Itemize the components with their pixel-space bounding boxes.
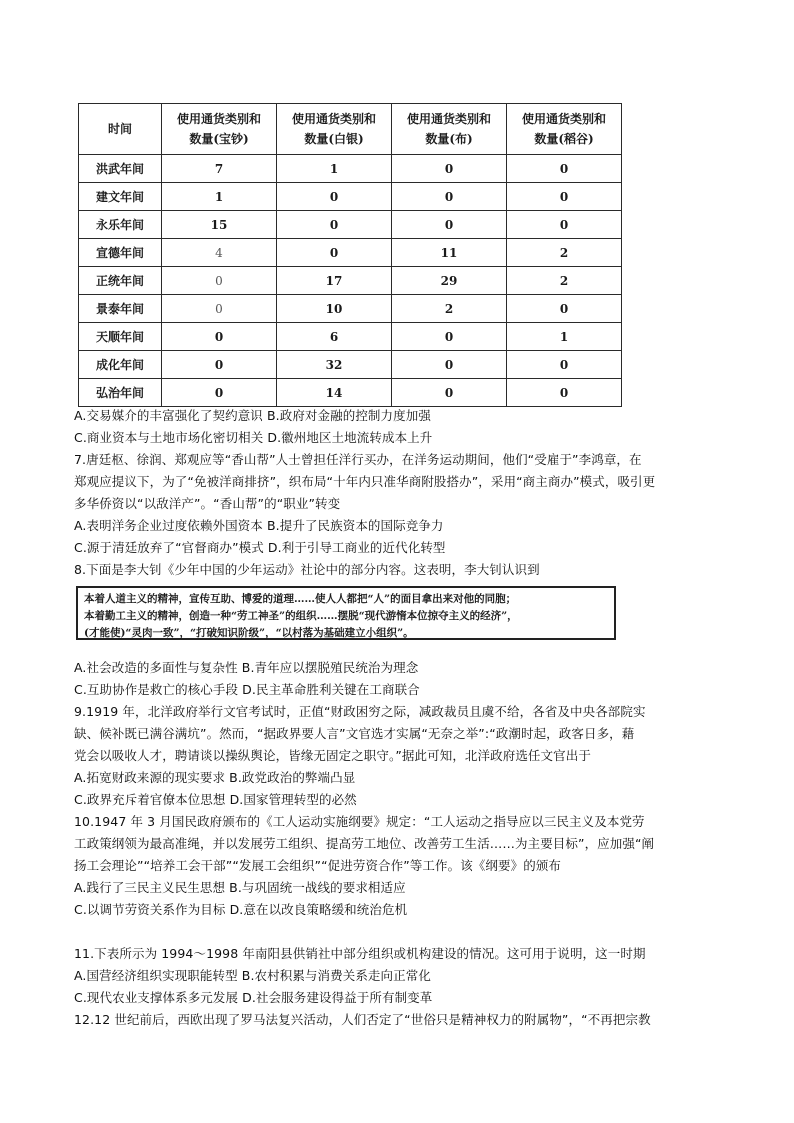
value-cell: 0 [162,379,277,407]
q6-options-ab: A.交易媒介的丰富强化了契约意识 B.政府对金融的控制力度加强 [74,408,431,423]
q11-options-cd: C.现代农业支撑体系多元发展 D.社会服务建设得益于所有制变革 [74,990,433,1005]
value-cell: 0 [162,267,277,295]
table-row [79,379,622,407]
q7-options-ab: A.表明洋务企业过度依赖外国资本 B.提升了民族资本的国际竞争力 [74,518,444,533]
quote-line: (才能使)“灵肉一致”，“打破知识阶级”，“以村落为基础建立小组织”。 [84,627,414,639]
value-cell: 0 [277,239,392,267]
q9-options-ab: A.拓宽财政来源的现实要求 B.政党政治的弊端凸显 [74,770,356,785]
q6-options-cd: C.商业资本与土地市场化密切相关 D.徽州地区土地流转成本上升 [74,430,433,445]
currency-table [78,103,622,407]
q9-stem-line3: 党会以吸收人才，聘请谈以操纵舆论，皆缘无固定之职守。”据此可知，北洋政府选任文官出于 [74,748,591,763]
period-cell: 弘治年间 [79,379,162,407]
q11-stem: 11.下表所示为 1994～1998 年南阳县供销社中部分组织或机构建设的情况。这可用于说明，这一时期 [74,946,646,961]
table-row [79,211,622,239]
q10-options-ab: A.践行了三民主义民生思想 B.与巩固统一战线的要求相适应 [74,880,406,895]
q7-stem-line3: 多华侨资以“以敌洋产”。“香山帮”的“职业”转变 [74,496,341,511]
q11-options-ab: A.国营经济组织实现职能转型 B.农村积累与消费关系走向正常化 [74,968,431,983]
value-cell: 0 [392,351,507,379]
value-cell: 1 [162,183,277,211]
q10-options-cd: C.以调节劳资关系作为目标 D.意在以改良策略缓和统治危机 [74,902,408,917]
value-cell: 0 [507,183,622,211]
value-cell: 0 [392,211,507,239]
table-row [79,323,622,351]
table-row [79,183,622,211]
value-cell: 0 [392,323,507,351]
table-row [79,239,622,267]
value-cell: 0 [392,155,507,183]
value-cell: 1 [277,155,392,183]
q8-options-cd: C.互助协作是救亡的核心手段 D.民主革命胜利关键在工商联合 [74,682,420,697]
q10-stem-line2: 工政策纲领为最高准绳，并以发展劳工组织、提高劳工地位、改善劳工生活……为主要目标”，应加强“阐 [74,836,655,851]
value-cell: 4 [162,239,277,267]
period-cell: 宣德年间 [79,239,162,267]
value-cell: 29 [392,267,507,295]
value-cell: 15 [162,211,277,239]
value-cell: 0 [507,155,622,183]
q10-stem-line1: 10.1947 年 3 月国民政府颁布的《工人运动实施纲要》规定：“工人运动之指导应以三民主义及本党劳 [74,814,645,829]
value-cell: 32 [277,351,392,379]
table-row [79,267,622,295]
q7-options-cd: C.源于清廷放弃了“官督商办”模式 D.利于引导工商业的近代化转型 [74,540,446,555]
value-cell: 17 [277,267,392,295]
value-cell: 11 [392,239,507,267]
value-cell: 10 [277,295,392,323]
q8-stem: 8.下面是李大钊《少年中国的少年运动》社论中的部分内容。这表明，李大钊认识到 [74,562,540,577]
q12-stem: 12.12 世纪前后，西欧出现了罗马法复兴活动，人们否定了“世俗只是精神权力的附属物”，“不再把宗教 [74,1012,651,1027]
value-cell: 0 [162,351,277,379]
table-row [79,351,622,379]
value-cell: 0 [507,379,622,407]
period-cell: 正统年间 [79,267,162,295]
value-cell: 1 [507,323,622,351]
value-cell: 0 [507,211,622,239]
value-cell: 7 [162,155,277,183]
value-cell: 6 [277,323,392,351]
q8-options-ab: A.社会改造的多面性与复杂性 B.青年应以摆脱殖民统治为理念 [74,660,419,675]
value-cell: 2 [392,295,507,323]
q7-stem-line1: 7.唐廷枢、徐润、郑观应等“香山帮”人士曾担任洋行买办，在洋务运动期间，他们“受雇于”李鸿章，在 [74,452,642,467]
value-cell: 14 [277,379,392,407]
table-header-row [79,104,622,155]
header-cloth: 使用通货类别和 数量(布) [392,104,507,155]
period-cell: 永乐年间 [79,211,162,239]
header-baochao: 使用通货类别和 数量(宝钞) [162,104,277,155]
header-grain: 使用通货类别和 数量(稻谷) [507,104,622,155]
period-cell: 洪武年间 [79,155,162,183]
period-cell: 建文年间 [79,183,162,211]
q10-stem-line3: 扬工会理论”“培养工会干部”“发展工会组织”“促进劳资合作”等工作。该《纲要》的颁布 [74,858,562,873]
q8-quote-box [76,586,616,640]
q7-stem-line2: 郑观应提议下，为了“免被洋商排挤”，织布局“十年内只准华商附股搭办”，采用“商主商办”模式，吸引更 [74,474,656,489]
table-row [79,295,622,323]
value-cell: 0 [277,183,392,211]
q9-options-cd: C.政界充斥着官僚本位思想 D.国家管理转型的必然 [74,792,357,807]
value-cell: 0 [507,351,622,379]
period-cell: 成化年间 [79,351,162,379]
value-cell: 0 [162,295,277,323]
value-cell: 2 [507,267,622,295]
value-cell: 2 [507,239,622,267]
value-cell: 0 [507,295,622,323]
value-cell: 0 [162,323,277,351]
quote-line: 本着勤工主义的精神，创造一种“劳工神圣”的组织……摆脱“现代游惰本位掠夺主义的经济”， [84,610,518,622]
value-cell: 0 [277,211,392,239]
table-row [79,155,622,183]
quote-line: 本着人道主义的精神，宣传互助、博爱的道理……使人人都把“人”的面目拿出来对他的同胞； [84,593,517,605]
value-cell: 0 [392,183,507,211]
header-time: 时间 [79,104,162,155]
period-cell: 景泰年间 [79,295,162,323]
period-cell: 天顺年间 [79,323,162,351]
header-silver: 使用通货类别和 数量(白银) [277,104,392,155]
q9-stem-line1: 9.1919 年，北洋政府举行文官考试时，正值“财政困穷之际，减政裁员且虞不给，各省及中央各部院实 [74,704,646,719]
value-cell: 0 [392,379,507,407]
q9-stem-line2: 缺、候补既已满谷满坑”。然而，“据政界要人言”文官选才实属“无奈之举”:“政潮时起，政客日多，藉 [74,726,635,741]
